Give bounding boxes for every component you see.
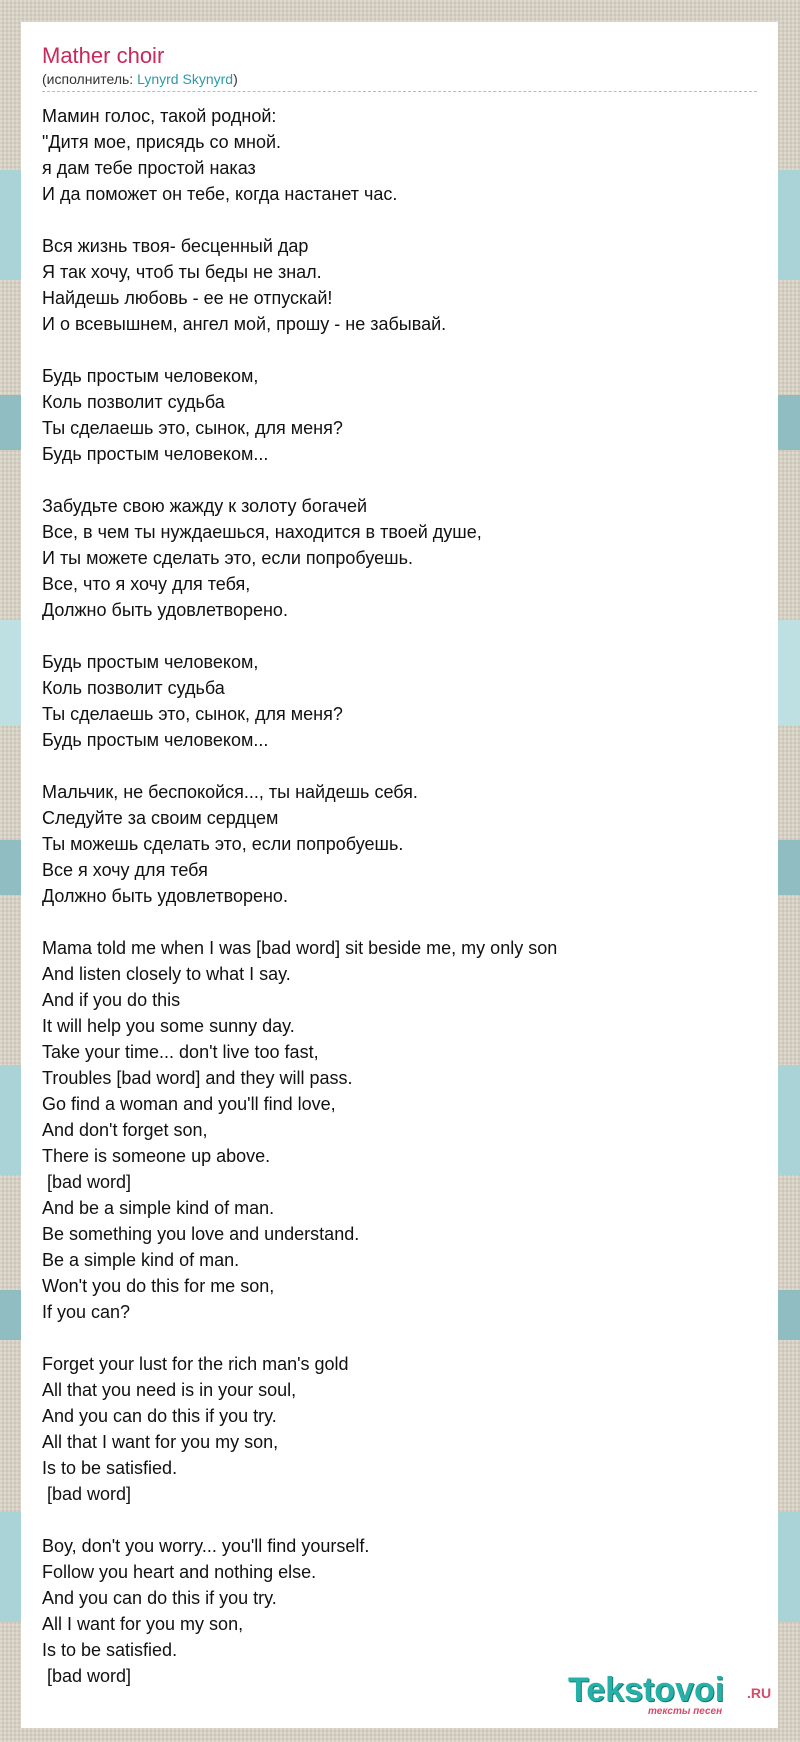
song-title: Mather choir <box>42 43 165 68</box>
lyric-line: Ты можешь сделать это, если попробуешь. <box>42 834 404 854</box>
lyric-line: Должно быть удовлетворено. <box>42 600 288 620</box>
lyric-line: "Дитя мое, присядь со мной. <box>42 132 282 152</box>
lyric-line: Mama told me when I was [bad word] sit beside me, my only son <box>42 938 558 958</box>
lyric-line: And listen closely to what I say. <box>42 964 291 984</box>
lyric-line: Найдешь любовь - ее не отпускай! <box>42 288 333 308</box>
artist-line <box>42 70 757 92</box>
artist-link[interactable]: Lynyrd Skynyrd <box>137 71 234 87</box>
logo-wordmark: Tekstovoi <box>568 1671 725 1709</box>
lyric-line: Будь простым человеком, <box>42 366 259 386</box>
lyric-line: All that you need is in your soul, <box>42 1380 297 1400</box>
lyric-line: Мальчик, не беспокойся..., ты найдешь себя. <box>42 782 418 802</box>
lyric-line: All that I want for you my son, <box>42 1432 279 1452</box>
lyric-line: Должно быть удовлетворено. <box>42 886 288 906</box>
lyric-line: Я так хочу, чтоб ты беды не знал. <box>42 262 322 282</box>
lyric-line: Мамин голос, такой родной: <box>42 106 277 126</box>
lyric-line: Следуйте за своим сердцем <box>42 808 279 828</box>
lyric-line: я дам тебе простой наказ <box>42 158 256 178</box>
lyric-line: Ты сделаешь это, сынок, для меня? <box>42 418 343 438</box>
lyric-line: Будь простым человеком, <box>42 652 259 672</box>
lyric-line: И да поможет он тебе, когда настанет час. <box>42 184 398 204</box>
logo-subtitle: тексты песен <box>648 1706 723 1717</box>
lyric-line: There is someone up above. <box>42 1146 271 1166</box>
lyric-line: И о всевышнем, ангел мой, прошу - не забывай. <box>42 314 447 334</box>
lyric-line: [bad word] <box>42 1666 132 1686</box>
lyric-line <box>42 337 757 363</box>
lyrics-card <box>21 22 778 1728</box>
lyric-line: Все, в чем ты нуждаешься, находится в твоей душе, <box>42 522 482 542</box>
lyric-line: And be a simple kind of man. <box>42 1198 275 1218</box>
lyric-line <box>42 207 757 233</box>
lyric-line: Коль позволит судьба <box>42 392 225 412</box>
lyric-line: Забудьте свою жажду к золоту богачей <box>42 496 368 516</box>
logo-tld: .RU <box>747 1685 772 1701</box>
site-logo[interactable] <box>568 1670 778 1717</box>
lyric-line: Is to be satisfied. <box>42 1458 178 1478</box>
lyric-line: [bad word] <box>42 1484 132 1504</box>
lyric-line: Won't you do this for me son, <box>42 1276 275 1296</box>
lyric-line: It will help you some sunny day. <box>42 1016 295 1036</box>
lyric-line: And you can do this if you try. <box>42 1406 277 1426</box>
lyric-line: And if you do this <box>42 990 181 1010</box>
lyric-line: Все, что я хочу для тебя, <box>42 574 251 594</box>
lyric-line: Be something you love and understand. <box>42 1224 360 1244</box>
lyric-line: Boy, don't you worry... you'll find yourself. <box>42 1536 370 1556</box>
lyric-line: Forget your lust for the rich man's gold <box>42 1354 349 1374</box>
lyric-line <box>42 467 757 493</box>
lyric-line: И ты можете сделать это, если попробуешь. <box>42 548 413 568</box>
lyric-line <box>42 753 757 779</box>
lyric-line: And don't forget son, <box>42 1120 208 1140</box>
lyric-line: Be a simple kind of man. <box>42 1250 240 1270</box>
lyric-line: Take your time... don't live too fast, <box>42 1042 319 1062</box>
lyric-line: Будь простым человеком... <box>42 730 269 750</box>
lyric-line <box>42 623 757 649</box>
lyric-line: [bad word] <box>42 1172 132 1192</box>
artist-suffix: ) <box>233 71 238 87</box>
lyric-line <box>42 909 757 935</box>
lyric-line: Go find a woman and you'll find love, <box>42 1094 336 1114</box>
lyric-line: All I want for you my son, <box>42 1614 244 1634</box>
lyric-line: Troubles [bad word] and they will pass. <box>42 1068 353 1088</box>
lyrics-text <box>42 103 757 1689</box>
lyric-line: Коль позволит судьба <box>42 678 225 698</box>
lyric-line <box>42 1507 757 1533</box>
lyric-line: Будь простым человеком... <box>42 444 269 464</box>
lyric-line: If you can? <box>42 1302 131 1322</box>
lyric-line: Все я хочу для тебя <box>42 860 208 880</box>
lyric-line: Follow you heart and nothing else. <box>42 1562 317 1582</box>
lyric-line: And you can do this if you try. <box>42 1588 277 1608</box>
lyric-line: Is to be satisfied. <box>42 1640 178 1660</box>
lyric-line <box>42 1325 757 1351</box>
lyric-line: Ты сделаешь это, сынок, для меня? <box>42 704 343 724</box>
lyric-line: Вся жизнь твоя- бесценный дар <box>42 236 309 256</box>
artist-prefix: (исполнитель: <box>42 71 138 87</box>
